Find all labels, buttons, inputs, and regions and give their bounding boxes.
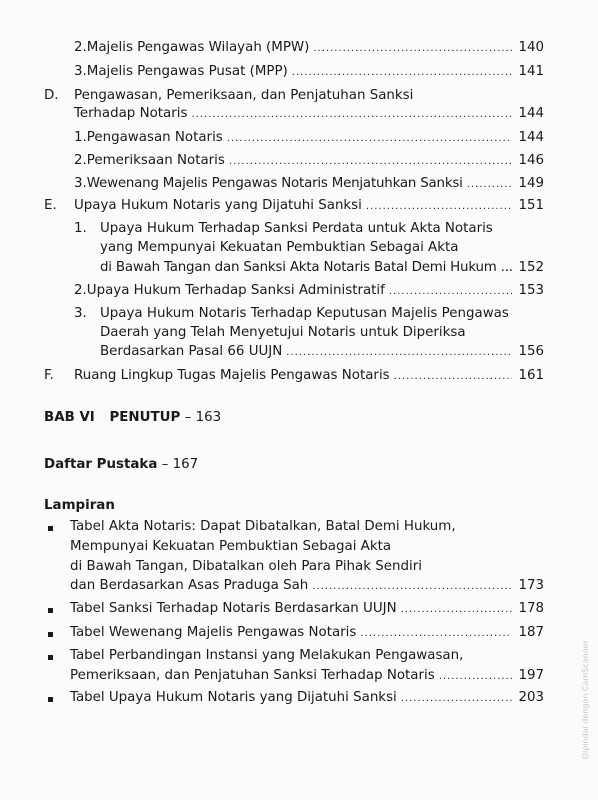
dot-leader bbox=[191, 107, 512, 123]
entry-number: 2. bbox=[74, 283, 87, 298]
dot-leader bbox=[401, 602, 513, 618]
toc-entry-e3-number: 3. bbox=[74, 306, 87, 321]
scanner-watermark: Dipindai dengan CamScanner bbox=[581, 640, 590, 760]
appendix-item-1-line4: dan Berdasarkan Asas Praduga Sah bbox=[70, 578, 309, 593]
appendix-item-1-line1: Tabel Akta Notaris: Dapat Dibatalkan, Batal Demi Hukum, bbox=[70, 519, 456, 534]
page-number: 152 bbox=[518, 260, 544, 275]
dot-leader bbox=[401, 691, 513, 707]
bullet-icon bbox=[48, 608, 53, 613]
chapter-label: BAB VI bbox=[44, 410, 95, 425]
appendix-heading: Lampiran bbox=[44, 498, 115, 513]
entry-number: 2. bbox=[74, 40, 87, 55]
bibliography-title: Daftar Pustaka bbox=[44, 457, 158, 472]
entry-title: Majelis Pengawas Wilayah (MPW) bbox=[86, 40, 310, 55]
toc-entry-d3 bbox=[74, 176, 544, 193]
entry-number: 2. bbox=[74, 153, 87, 168]
dot-leader bbox=[227, 131, 513, 147]
dot-leader bbox=[360, 626, 512, 642]
bullet-icon bbox=[48, 632, 53, 637]
entry-title-cont: Berdasarkan Pasal 66 UUJN bbox=[100, 344, 283, 359]
appendix-item-4-line1: Tabel Perbandingan Instansi yang Melakukan Pengawasan, bbox=[70, 648, 464, 663]
chapter-title: PENUTUP bbox=[109, 410, 181, 425]
page-number: 144 bbox=[518, 130, 544, 145]
dot-leader bbox=[313, 41, 512, 57]
bibliography-page: 167 bbox=[172, 457, 199, 472]
page-number: 203 bbox=[518, 690, 544, 705]
entry-number: 3. bbox=[74, 176, 87, 191]
page-number: 141 bbox=[518, 64, 544, 79]
bullet-icon bbox=[48, 655, 53, 660]
page-number: 140 bbox=[518, 40, 544, 55]
toc-entry-e1-number: 1. bbox=[74, 221, 87, 236]
chapter-page: 163 bbox=[195, 410, 222, 425]
chapter-separator: – bbox=[180, 410, 196, 425]
appendix-item-1-line2: Mempunyai Kekuatan Pembuktian Sebagai Akta bbox=[70, 539, 392, 554]
entry-title-cont: Pemeriksaan, dan Penjatuhan Sanksi Terhadap Notaris bbox=[70, 668, 435, 683]
toc-entry-d1 bbox=[74, 130, 544, 147]
dot-leader bbox=[229, 154, 513, 170]
toc-section-d-title: Pengawasan, Pemeriksaan, dan Penjatuhan Sanksi bbox=[74, 88, 414, 103]
toc-entry-c3 bbox=[74, 64, 544, 81]
page-number: 197 bbox=[518, 668, 544, 683]
toc-entry-e2 bbox=[74, 283, 544, 300]
entry-title-cont: di Bawah Tangan dan Sanksi Akta Notaris Batal Demi Hukum ... bbox=[100, 260, 513, 275]
toc-section-d bbox=[74, 106, 544, 123]
entry-title: Ruang Lingkup Tugas Majelis Pengawas Notaris bbox=[74, 368, 390, 383]
toc-entry-e3-line2: Daerah yang Telah Menyetujui Notaris untuk Diperiksa bbox=[100, 325, 466, 340]
entry-title: Wewenang Majelis Pengawas Notaris Menjatuhkan Sanksi bbox=[86, 176, 463, 191]
dot-leader bbox=[439, 669, 513, 685]
entry-title: Upaya Hukum Notaris yang Dijatuhi Sanksi bbox=[74, 198, 362, 213]
dot-leader bbox=[366, 199, 513, 215]
toc-entry-e1 bbox=[100, 260, 544, 276]
entry-title-cont: Terhadap Notaris bbox=[74, 106, 188, 121]
toc-entry-d2 bbox=[74, 153, 544, 170]
dot-leader bbox=[312, 579, 512, 595]
dot-leader bbox=[389, 284, 513, 300]
toc-section-e bbox=[74, 198, 544, 215]
bullet-icon bbox=[48, 697, 53, 702]
dot-leader bbox=[286, 345, 512, 361]
dot-leader bbox=[292, 65, 513, 81]
toc-entry-e1-line1: Upaya Hukum Terhadap Sanksi Perdata untuk Akta Notaris bbox=[100, 221, 493, 236]
page-number: 153 bbox=[518, 283, 544, 298]
entry-title: Majelis Pengawas Pusat (MPP) bbox=[86, 64, 288, 79]
appendix-item-3 bbox=[70, 625, 544, 642]
bullet-icon bbox=[48, 526, 53, 531]
appendix-item-1 bbox=[70, 578, 544, 595]
appendix-item-2 bbox=[70, 601, 544, 618]
dot-leader bbox=[394, 369, 513, 385]
appendix-item-1-line3: di Bawah Tangan, Dibatalkan oleh Para Pihak Sendiri bbox=[70, 559, 422, 574]
appendix-item-4 bbox=[70, 668, 544, 685]
entry-title: Upaya Hukum Terhadap Sanksi Administratif bbox=[86, 283, 385, 298]
chapter-heading bbox=[44, 410, 221, 425]
appendix-item-5 bbox=[70, 690, 544, 707]
entry-number: 3. bbox=[74, 64, 87, 79]
bibliography-heading bbox=[44, 457, 198, 472]
entry-title: Pengawasan Notaris bbox=[86, 130, 223, 145]
page-number: 149 bbox=[518, 176, 544, 191]
page-number: 161 bbox=[518, 368, 544, 383]
entry-title: Tabel Sanksi Terhadap Notaris Berdasarkan UUJN bbox=[70, 601, 397, 616]
toc-section-f-letter: F. bbox=[44, 368, 54, 383]
toc-section-f bbox=[74, 368, 544, 385]
page-number: 173 bbox=[518, 578, 544, 593]
toc-entry-c2 bbox=[74, 40, 544, 57]
bibliography-separator: – bbox=[157, 457, 173, 472]
page-number: 144 bbox=[518, 106, 544, 121]
page-number: 151 bbox=[518, 198, 544, 213]
toc-entry-e1-line2: yang Mempunyai Kekuatan Pembuktian Sebagai Akta bbox=[100, 240, 459, 255]
page-number: 178 bbox=[518, 601, 544, 616]
toc-section-e-letter: E. bbox=[44, 198, 57, 213]
entry-title: Tabel Wewenang Majelis Pengawas Notaris bbox=[70, 625, 357, 640]
page-number: 156 bbox=[518, 344, 544, 359]
toc-entry-e3-line1: Upaya Hukum Notaris Terhadap Keputusan Majelis Pengawas bbox=[100, 306, 509, 321]
toc-section-d-letter: D. bbox=[44, 88, 59, 103]
toc-entry-e3 bbox=[100, 344, 544, 361]
entry-title: Tabel Upaya Hukum Notaris yang Dijatuhi Sanksi bbox=[70, 690, 397, 705]
entry-title: Pemeriksaan Notaris bbox=[86, 153, 225, 168]
page-number: 187 bbox=[518, 625, 544, 640]
page-number: 146 bbox=[518, 153, 544, 168]
entry-number: 1. bbox=[74, 130, 87, 145]
dot-leader bbox=[467, 177, 513, 193]
